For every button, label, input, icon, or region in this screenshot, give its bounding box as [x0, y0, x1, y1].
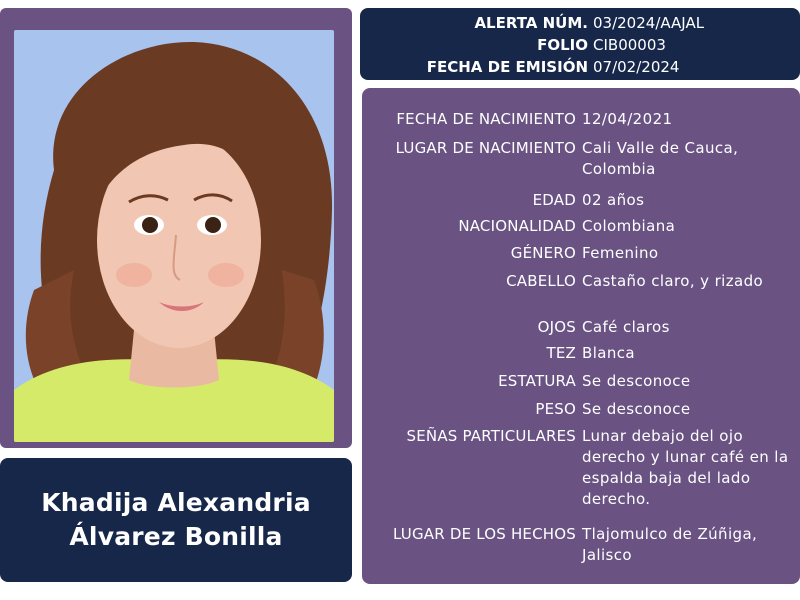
alert-number-value: 03/2024/AAJAL: [593, 14, 705, 32]
eyes-value: Café claros: [582, 318, 670, 336]
folio-row: [360, 33, 800, 57]
hair-label: CABELLO: [506, 272, 576, 290]
age-value: 02 años: [582, 191, 645, 209]
photo-frame: [0, 8, 352, 448]
details-panel: [362, 88, 800, 584]
gender-label: GÉNERO: [510, 244, 576, 262]
child-photo: [14, 30, 334, 442]
weight-label: PESO: [535, 400, 576, 418]
emission-date-row: [360, 55, 800, 79]
distinguishing-marks-label: SEÑAS PARTICULARES: [406, 427, 576, 445]
emission-date-label: FECHA DE EMISIÓN: [426, 58, 588, 76]
birth-date-value: 12/04/2021: [582, 110, 673, 128]
gender-value: Femenino: [582, 244, 659, 262]
incident-location-label: LUGAR DE LOS HECHOS: [392, 525, 576, 543]
birthplace-label: LUGAR DE NACIMIENTO: [395, 139, 576, 157]
nationality-value: Colombiana: [582, 217, 676, 235]
weight-value: Se desconoce: [582, 400, 691, 418]
height-value: Se desconoce: [582, 372, 691, 390]
folio-label: FOLIO: [537, 36, 588, 54]
folio-value: CIB00003: [593, 36, 666, 54]
complexion-value: Blanca: [582, 344, 635, 362]
alert-number-row: [360, 11, 800, 35]
incident-location-value: Tlajomulco de Zúñiga, Jalisco: [582, 525, 758, 564]
nationality-label: NACIONALIDAD: [458, 217, 576, 235]
age-label: EDAD: [532, 191, 576, 209]
alert-number-label: ALERTA NÚM.: [474, 14, 588, 32]
height-label: ESTATURA: [498, 372, 576, 390]
complexion-label: TEZ: [546, 344, 576, 362]
hair-value: Castaño claro, y rizado: [582, 272, 764, 290]
alert-header: [360, 8, 800, 80]
distinguishing-marks-value: Lunar debajo del ojo derecho y lunar café en la espalda baja del lado derecho.: [582, 427, 789, 508]
name-panel: [0, 458, 352, 582]
eyes-label: OJOS: [537, 318, 576, 336]
person-name-line-2: Álvarez Bonilla: [69, 522, 283, 551]
emission-date-value: 07/02/2024: [593, 58, 680, 76]
birth-date-label: FECHA DE NACIMIENTO: [396, 110, 576, 128]
person-name-line-1: Khadija Alexandria: [41, 488, 311, 517]
child-portrait-image: [14, 30, 334, 442]
birthplace-value: Cali Valle de Cauca, Colombia: [582, 139, 739, 178]
